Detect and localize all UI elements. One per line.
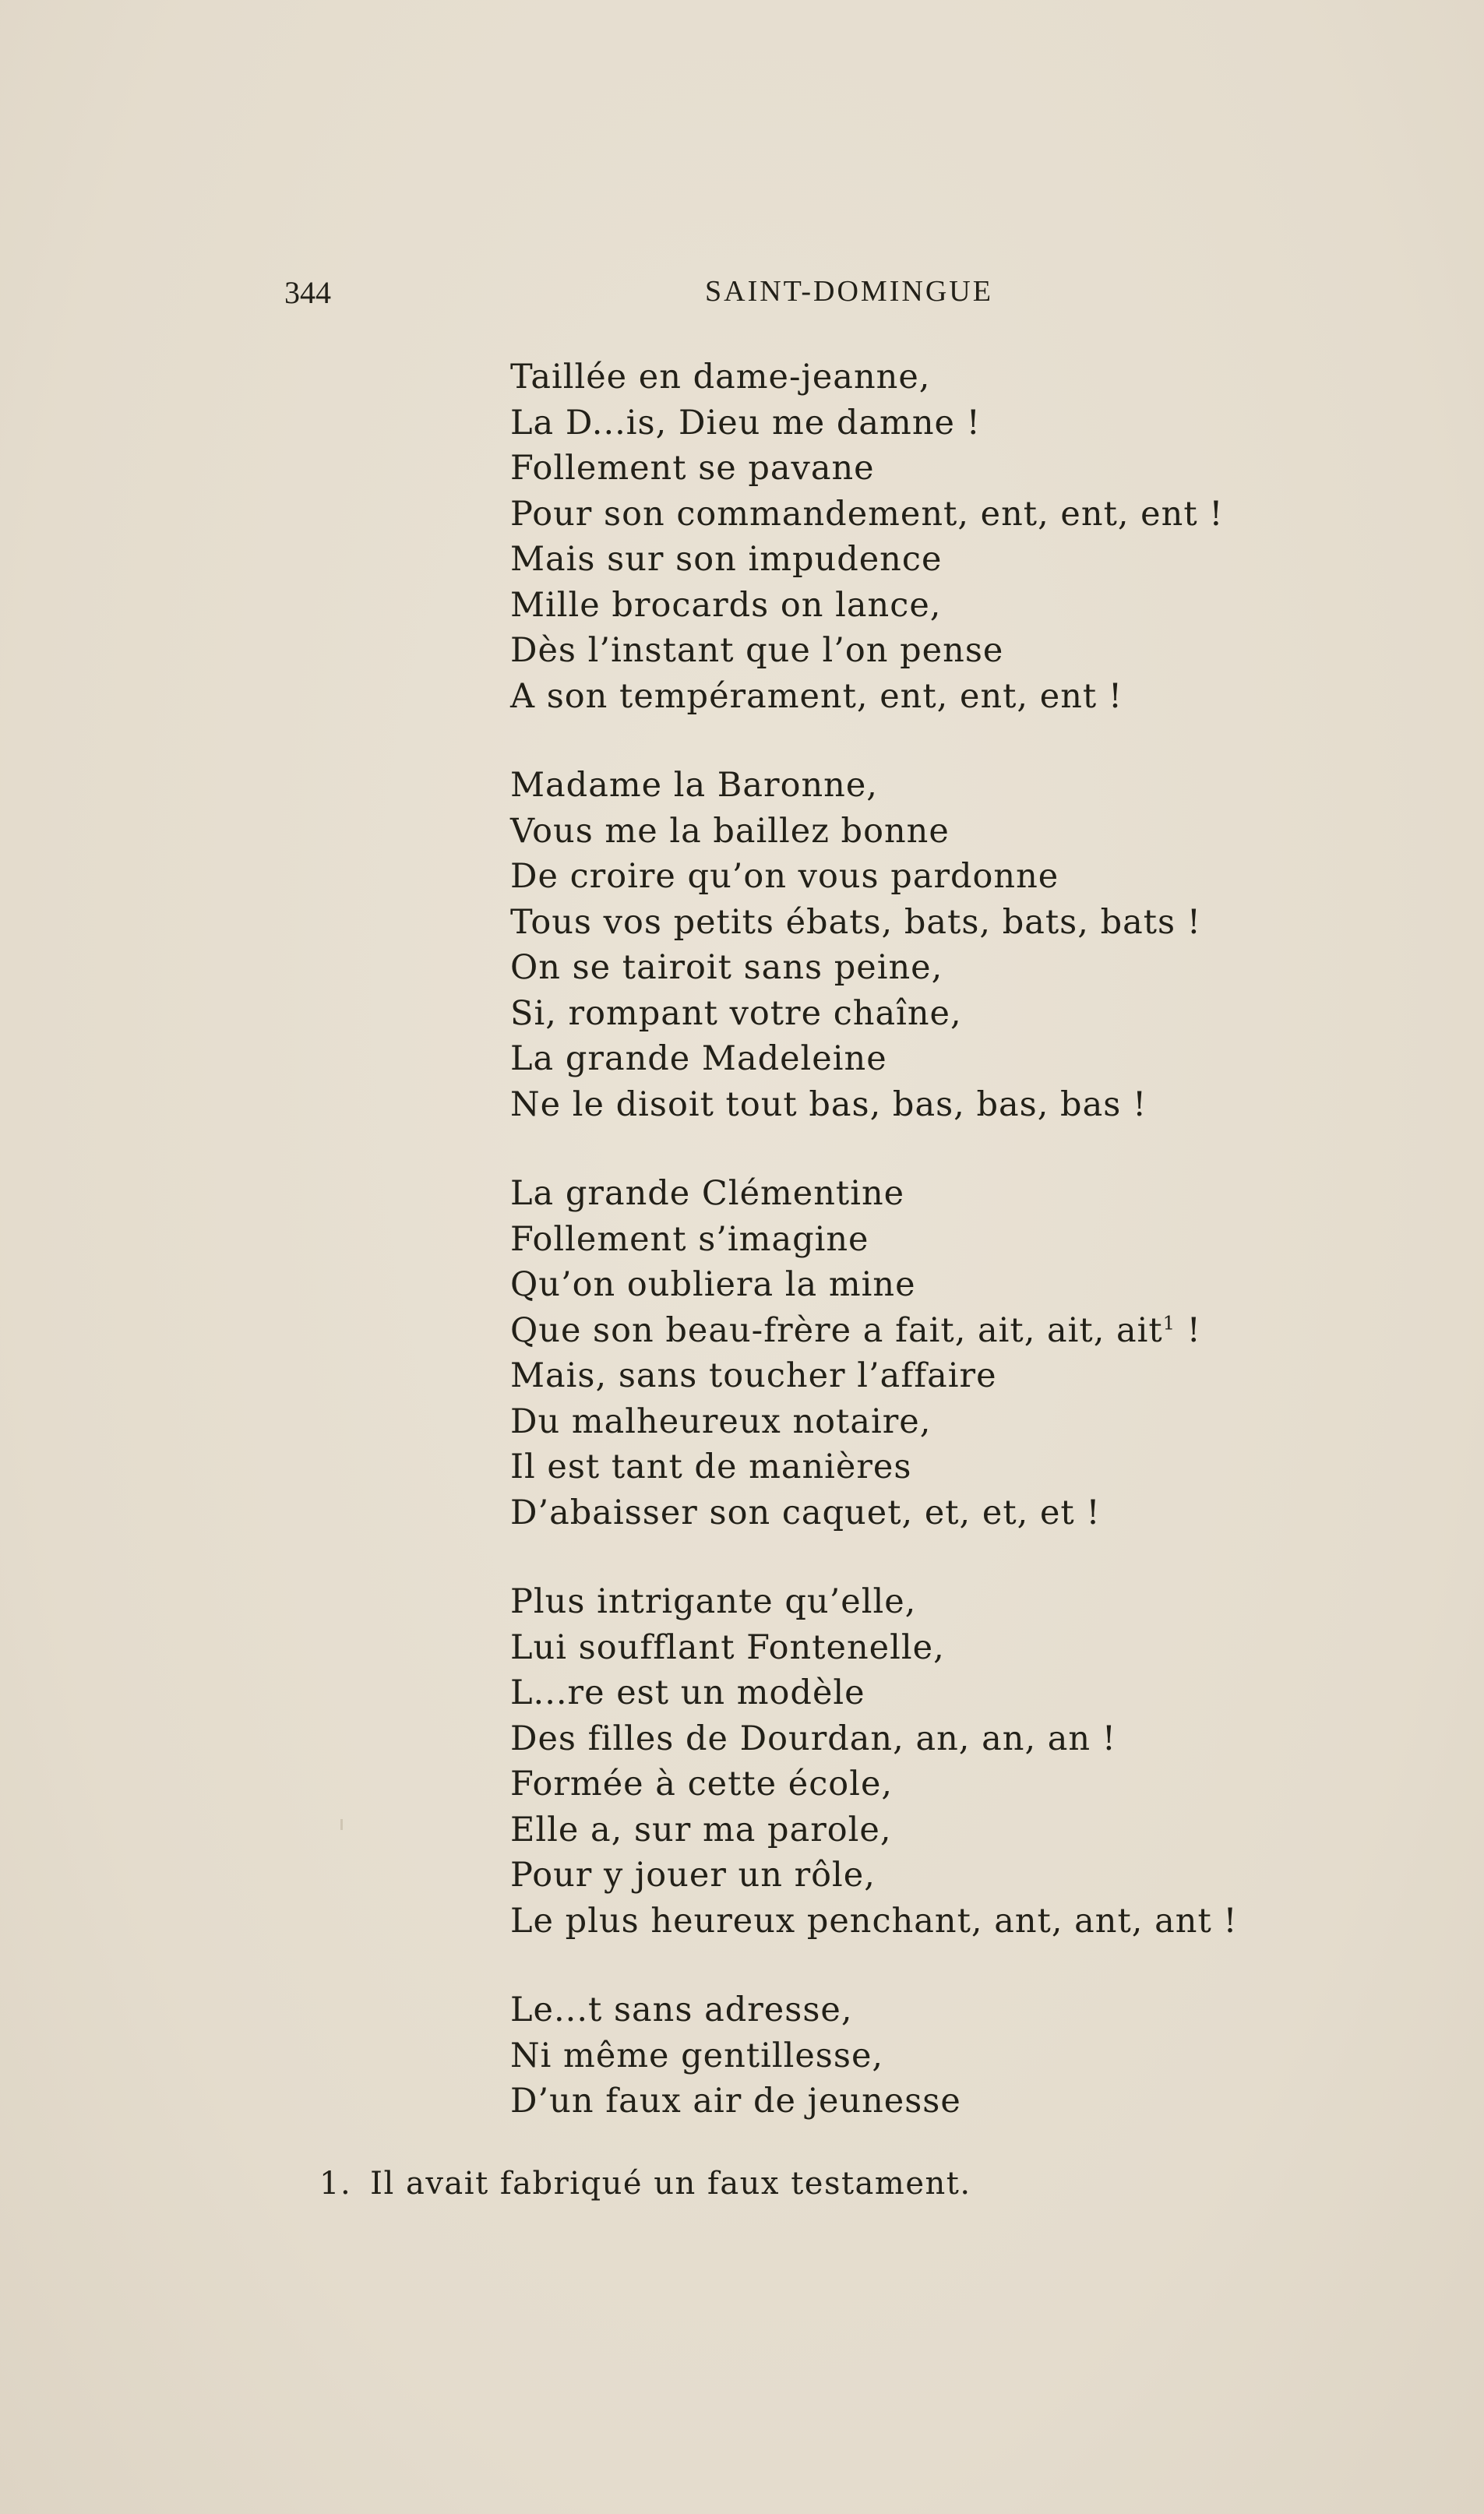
verse-line: Vous me la baillez bonne	[510, 811, 950, 851]
verse-line: Du malheureux notaire,	[510, 1402, 932, 1441]
verse-line: Pour y jouer un rôle,	[510, 1856, 876, 1895]
footnote-marker: 1.	[319, 2166, 352, 2202]
stanza-1	[510, 354, 1289, 719]
verse-line: Taillée en dame-jeanne,	[510, 358, 931, 397]
verse-line: Mais, sans toucher l’affaire	[510, 1356, 997, 1395]
verse-line: Si, rompant votre chaîne,	[510, 993, 962, 1033]
verse-line-text: Que son beau-frère a fait, ait, ait, ait	[510, 1310, 1163, 1350]
verse-line: Follement se pavane	[510, 449, 875, 488]
verse-line: L...re est un modèle	[510, 1673, 865, 1712]
verse-line: Lui soufflant Fontenelle,	[510, 1627, 945, 1667]
verse-line: Ne le disoit tout bas, bas, bas, bas !	[510, 1084, 1147, 1124]
stanza-2	[510, 763, 1289, 1127]
verse-line: Plus intrigante qu’elle,	[510, 1582, 917, 1621]
stanza-5	[510, 1987, 1289, 2124]
verse-line: D’un faux air de jeunesse	[510, 2082, 961, 2121]
verse-line: Tous vos petits ébats, bats, bats, bats !	[510, 902, 1202, 942]
verse-line: De croire qu’on vous pardonne	[510, 857, 1059, 896]
stanza-4	[510, 1579, 1289, 1944]
verse-line: Dès l’instant que l’on pense	[510, 631, 1004, 670]
verse-line: Elle a, sur ma parole,	[510, 1810, 892, 1849]
page-heading: SAINT-DOMINGUE	[705, 275, 993, 308]
footnote-reference: 1	[1162, 1312, 1176, 1335]
verse-line: D’abaisser son caquet, et, et, et !	[510, 1493, 1101, 1532]
verse-line: A son tempérament, ent, ent, ent !	[510, 676, 1123, 716]
verse-line: La grande Clémentine	[510, 1174, 905, 1213]
stanza-3	[510, 1171, 1289, 1536]
footnote-text: Il avait fabriqué un faux testament.	[370, 2166, 971, 2202]
verse-line: La D...is, Dieu me damne !	[510, 403, 981, 443]
verse-line: Le plus heureux penchant, ant, ant, ant !	[510, 1901, 1238, 1941]
verse-line: Des filles de Dourdan, an, an, an !	[510, 1719, 1117, 1758]
verse-line-ending: !	[1176, 1310, 1201, 1350]
verse-line: On se tairoit sans peine,	[510, 948, 943, 987]
paper-speck	[340, 1819, 343, 1830]
footnote	[319, 2166, 971, 2202]
verse-line: La grande Madeleine	[510, 1039, 887, 1078]
verse-line: Qu’on oubliera la mine	[510, 1265, 916, 1304]
poem	[510, 354, 1289, 2124]
verse-line: Mais sur son impudence	[510, 540, 943, 579]
running-head	[284, 274, 1157, 321]
verse-line: Madame la Baronne,	[510, 766, 878, 805]
verse-line: Follement s’imagine	[510, 1219, 869, 1259]
verse-line: Il est tant de manières	[510, 1447, 912, 1486]
verse-line: Le...t sans adresse,	[510, 1990, 853, 2029]
verse-line-with-footnote	[510, 1308, 1289, 1354]
verse-line: Ni même gentillesse,	[510, 2036, 884, 2075]
verse-line: Pour son commandement, ent, ent, ent !	[510, 494, 1224, 534]
verse-line: Formée à cette école,	[510, 1765, 894, 1804]
page-number: 344	[284, 275, 331, 310]
verse-line: Mille brocards on lance,	[510, 585, 942, 625]
